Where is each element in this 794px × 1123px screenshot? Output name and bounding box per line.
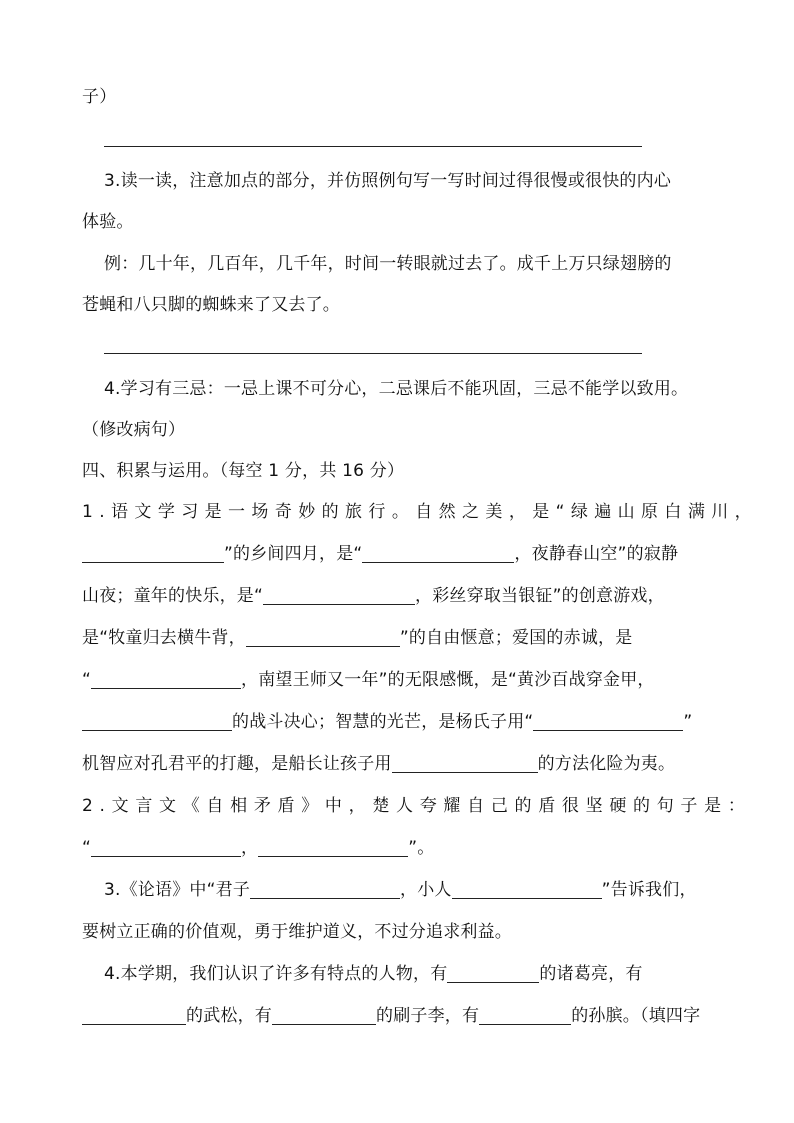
blank-1[interactable] (82, 544, 224, 563)
blank-9[interactable] (91, 838, 241, 857)
item-1-line-g (82, 753, 675, 775)
question-4-text: 4.学习有三忌：一忌上课不可分心，二忌课后不能巩固，三忌不能学以致用。 (104, 379, 689, 399)
question-4-instruction: （修改病句） (82, 420, 186, 440)
text-seg: ，南望王师又一年”的无限感慨，是“黄沙百战穿金甲， (241, 670, 655, 690)
line-continuation: 子） (82, 87, 117, 107)
text-seg: ”的乡间四月，是“ (224, 544, 363, 564)
text-seg: 的战斗决心；智慧的光芒，是杨氏子用“ (232, 712, 534, 732)
text-seg: 的诸葛亮，有 (539, 964, 643, 984)
text-seg: ” (683, 712, 693, 732)
blank-11[interactable] (250, 880, 400, 899)
text-seg: ”的自由惬意；爱国的赤诚，是 (399, 628, 633, 648)
text-seg: ，小人 (400, 880, 452, 900)
answer-line-1[interactable] (104, 146, 642, 147)
item-2-line-b (82, 837, 434, 859)
text-seg: ”。 (408, 838, 435, 858)
text-seg: 4.本学期，我们认识了许多有特点的人物，有 (104, 964, 448, 984)
question-3-example-cont: 苍蝇和八只脚的蜘蛛来了又去了。 (82, 295, 340, 315)
blank-7[interactable] (533, 712, 683, 731)
blank-13[interactable] (447, 964, 539, 983)
blank-16[interactable] (479, 1006, 571, 1025)
question-3-text-cont: 体验。 (82, 212, 134, 232)
blank-15[interactable] (272, 1006, 376, 1025)
item-1-line-c (82, 585, 665, 607)
item-3-line-b: 要树立正确的价值观，勇于维护道义，不过分追求利益。 (82, 922, 512, 942)
item-1-line-b (82, 543, 678, 565)
blank-14[interactable] (82, 1006, 186, 1025)
item-2-line-a: 2.文言文《自相矛盾》中，楚人夸耀自己的盾很坚硬的句子是： (82, 796, 752, 816)
question-3-example: 例：几十年，几百年，几千年，时间一转眼就过去了。成千上万只绿翅膀的 (104, 254, 672, 274)
text-seg: “ (82, 670, 92, 690)
text-seg: 机智应对孔君平的打趣，是船长让孩子用 (82, 754, 392, 774)
blank-12[interactable] (452, 880, 602, 899)
text-seg: “ (82, 838, 92, 858)
text-seg: 的方法化险为夷。 (537, 754, 676, 774)
item-1-line-d (82, 627, 632, 649)
blank-3[interactable] (263, 586, 415, 605)
text-seg: ，彩丝穿取当银钲”的创意游戏， (415, 586, 665, 606)
blank-4[interactable] (246, 628, 400, 647)
text-seg: 的孙膑。（填四字 (571, 1006, 701, 1026)
blank-8[interactable] (392, 754, 538, 773)
item-1-line-f (82, 711, 692, 733)
text-seg: 山夜；童年的快乐，是“ (82, 586, 264, 606)
text-seg: ，夜静春山空”的寂静 (514, 544, 679, 564)
text-seg: ”告诉我们， (601, 880, 697, 900)
item-4-line-b (82, 1005, 700, 1027)
text-seg: 是“牧童归去横牛背， (82, 628, 246, 648)
item-4-line-a (104, 963, 643, 985)
section-4-heading: 四、积累与运用。（每空 1 分，共 16 分） (82, 461, 405, 481)
answer-line-2[interactable] (104, 353, 642, 354)
item-1-line-e (82, 669, 655, 691)
question-3-text: 3.读一读，注意加点的部分，并仿照例句写一写时间过得很慢或很快的内心 (104, 171, 672, 191)
text-seg: 的武松，有 (186, 1006, 272, 1026)
blank-5[interactable] (91, 670, 241, 689)
text-seg: 的刷子李，有 (376, 1006, 480, 1026)
text-seg: ， (241, 838, 259, 858)
blank-10[interactable] (258, 838, 408, 857)
blank-2[interactable] (362, 544, 514, 563)
blank-6[interactable] (82, 712, 232, 731)
text-seg: 3.《论语》中“君子 (104, 880, 251, 900)
item-3-line-a (104, 879, 697, 901)
item-1-line-a: 1.语文学习是一场奇妙的旅行。自然之美，是“绿遍山原白满川， (82, 502, 759, 522)
